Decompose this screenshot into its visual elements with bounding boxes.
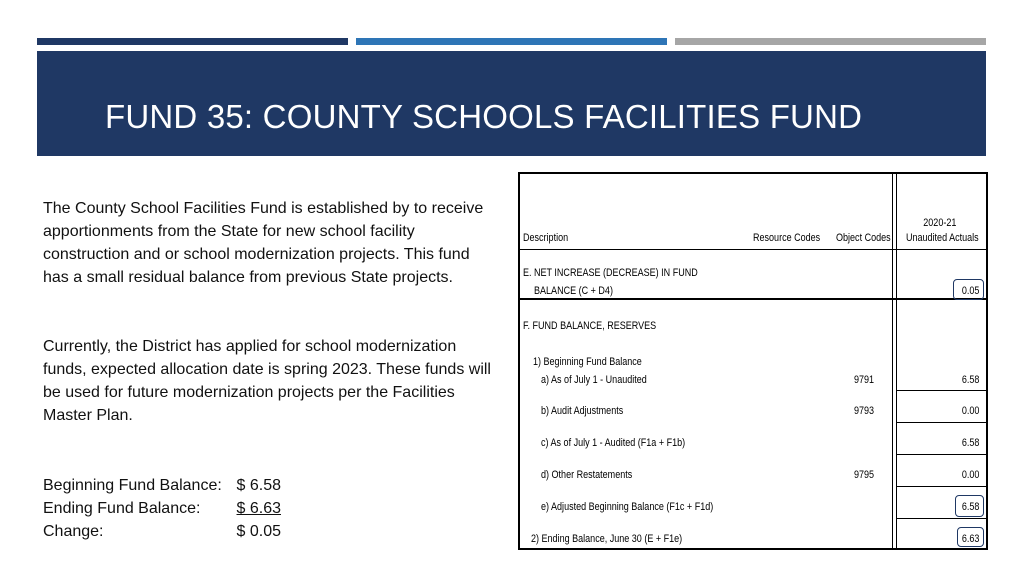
header-description: Description [523,232,569,244]
title-banner [37,51,986,156]
row-divider [896,422,986,423]
accent-bar-gray [675,38,986,45]
summary-value: $ 0.05 [236,523,281,540]
row-amount: 0.00 [961,405,979,417]
row-description: a) As of July 1 - Unaudited [541,374,647,386]
beginning-balance-label: 1) Beginning Fund Balance [533,356,642,368]
row-divider [520,249,986,250]
header-year: 2020-21 [922,217,956,229]
section-e-label-cont: BALANCE (C + D4) [534,285,613,297]
header-resource-codes: Resource Codes [753,232,821,244]
row-amount: 6.58 [961,501,979,513]
row-description: d) Other Restatements [541,469,633,481]
row-amount: 0.00 [961,469,979,481]
slide-title: FUND 35: COUNTY SCHOOLS FACILITIES FUND [105,98,863,135]
row-divider [896,518,986,519]
summary-row-ending [43,497,281,520]
summary-label: Change: [43,523,104,540]
row-amount: 6.58 [961,374,979,386]
summary-value: $ 6.63 [236,500,281,517]
column-divider [896,174,897,548]
column-divider [986,174,987,548]
row-divider [520,298,986,300]
summary-value: $ 6.58 [236,477,281,494]
summary-label: Beginning Fund Balance: [43,477,222,494]
row-divider [896,454,986,455]
row-description: c) As of July 1 - Audited (F1a + F1b) [541,437,686,449]
highlight-box [957,527,984,547]
summary-row-beginning [43,474,281,497]
row-divider [896,486,986,487]
highlight-box [953,279,984,300]
summary-row-change [43,520,281,543]
accent-bar-navy [37,38,348,45]
row-description: b) Audit Adjustments [541,405,624,417]
section-e-label: E. NET INCREASE (DECREASE) IN FUND [523,267,698,279]
description-paragraph: The County School Facilities Fund is established by to receive apportionments from the State for new school facility construction and or school modernization projects. This fund has a small residual balance from previous State projects. [43,200,484,286]
column-divider [892,174,893,548]
row-divider [896,390,986,391]
row-object-code: 9795 [854,469,875,481]
summary-label: Ending Fund Balance: [43,500,201,517]
ending-balance-amount: 6.63 [961,533,979,545]
fund-balance-table [518,172,988,550]
row-amount: 6.58 [961,437,979,449]
row-object-code: 9791 [854,374,875,386]
ending-balance-label: 2) Ending Balance, June 30 (E + F1e) [531,533,683,545]
header-amount: Unaudited Actuals [906,232,979,244]
status-paragraph: Currently, the District has applied for school modernization funds, expected allocation date is spring 2023. These funds will be used for future modernization projects per the Facilities Master Plan. [43,338,491,424]
row-description: e) Adjusted Beginning Balance (F1c + F1d) [541,501,714,513]
section-e-amount: 0.05 [961,285,979,297]
balance-summary [43,474,281,543]
row-object-code: 9793 [854,405,875,417]
section-f-title: F. FUND BALANCE, RESERVES [523,320,657,332]
header-object-codes: Object Codes [836,232,891,244]
accent-bar-blue [356,38,667,45]
highlight-box [955,495,984,517]
